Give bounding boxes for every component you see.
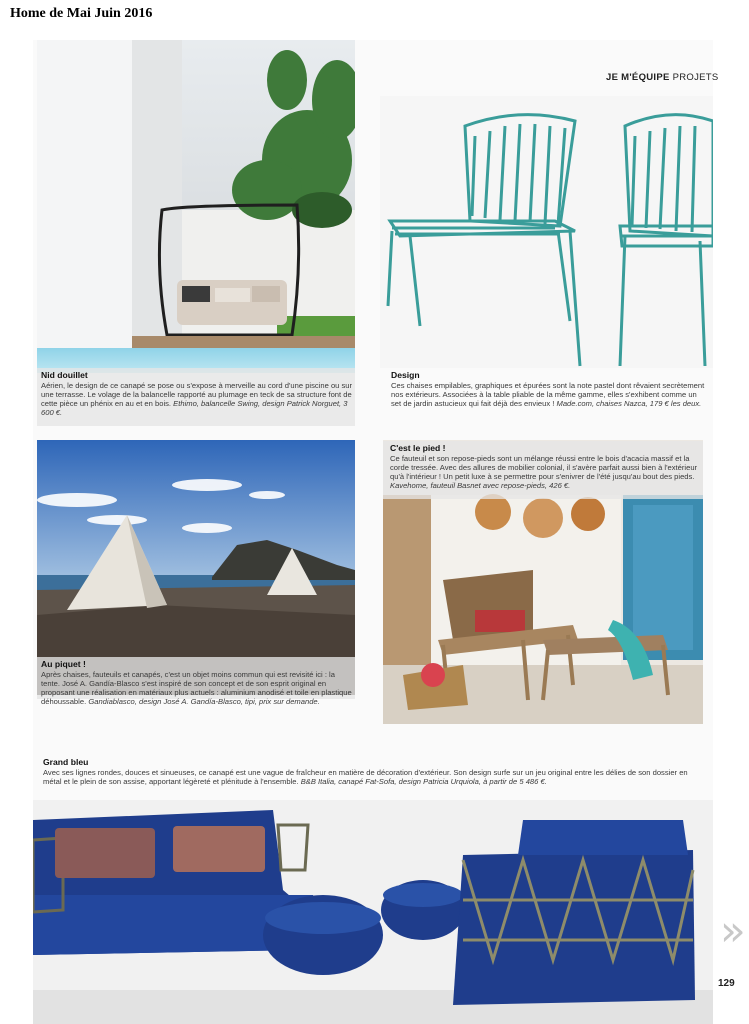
article-caption-cest-le-pied	[390, 444, 698, 490]
chevron-right-icon[interactable]: »	[720, 906, 746, 955]
article-credit: Made.com, chaises Nazca, 179 € les deux.	[556, 399, 702, 408]
article-title: Grand bleu	[43, 757, 89, 767]
photo-teal-chairs	[380, 96, 713, 368]
article-credit: B&B Italia, canapé Fat-Sofa, design Patricia Urquiola, à partir de 5 486 €.	[300, 777, 547, 786]
section-label	[606, 72, 733, 83]
article-title: Design	[391, 370, 420, 380]
article-title: Au piquet !	[41, 659, 86, 669]
article-body: Ces chaises empilables, graphiques et épurées sont la note pastel dont rêvaient secrètement nos extérieurs. Associées à la table pliable de la même gamme, elles s'exhibent comme un set de jardin astucieux qui fait déjà des envieux !	[391, 381, 705, 408]
article-body: Après chaises, fauteuils et canapés, c'est un objet moins commun qui est revisité ici : la tente. José A. Gandía-Blasco s'est inspiré de son concept et de son esprit original en proposant une réalisation en matériaux plus actuels : aluminium anodisé et toile en plastique déhoussable.	[41, 670, 352, 706]
article-title: C'est le pied !	[390, 443, 446, 453]
photo-blue-sofa	[33, 800, 713, 1024]
article-caption-design	[391, 371, 706, 408]
article-credit: Kavehome, fauteuil Basnet avec repose-pieds, 426 €.	[390, 481, 571, 490]
photo-swing-sofa	[37, 40, 355, 373]
section-label-strong: JE M'ÉQUIPE	[606, 72, 670, 83]
article-caption-nid-douillet	[41, 371, 353, 417]
article-body: Ce fauteuil et son repose-pieds sont un mélange réussi entre le bois d'acacia massif et la corde tressée. Avec des allures de mobilier colonial, il s'avère parfait aussi bien à l'extérieur qu'à l'intérieur ! Un petit luxe à se permettre pour s'enivrer de l'été jusqu'au bout des pieds.	[390, 454, 698, 481]
page-number: 129	[718, 978, 735, 989]
article-caption-grand-bleu	[43, 758, 708, 786]
article-caption-au-piquet	[41, 660, 353, 706]
article-title: Nid douillet	[41, 370, 88, 380]
article-body: Aérien, le design de ce canapé se pose ou s'expose à merveille au cord d'une piscine ou sur une terrasse. Le volage de la balancelle rapporté au plumage en teck de sa structure font de cette pièce un phénix en au et en bois.	[41, 381, 353, 408]
article-credit: Ethimo, balancelle Swing, design Patrick Norguet, 3 600 €.	[41, 399, 348, 417]
section-label-rest: PROJETS	[669, 72, 719, 83]
page-header-title: Home de Mai Juin 2016	[10, 6, 153, 21]
article-body: Avec ses lignes rondes, douces et sinueuses, ce canapé est une vague de fraîcheur en matière de décoration d'extérieur. Son design surfe sur un jeu original entre les délies de son dossier en métal et le plein de son assise, apportant légèreté et plénitude à l'ensemble.	[43, 768, 688, 786]
article-credit: Gandiablasco, design José A. Gandía-Blasco, tipi, prix sur demande.	[88, 697, 320, 706]
